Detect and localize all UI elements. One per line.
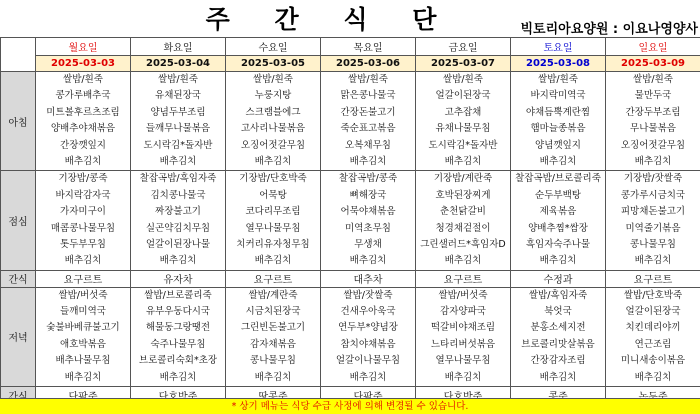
lunch-cell — [226, 171, 321, 270]
dinner-cell — [606, 287, 700, 386]
breakfast-cell — [606, 72, 700, 171]
menu-item: 유부우동다시국 — [131, 304, 225, 320]
menu-item: 들깨무나물볶음 — [131, 121, 225, 137]
date-fri: 2025-03-07 — [416, 56, 511, 72]
menu-item: 쌀밥/계란죽 — [226, 288, 320, 304]
menu-item: 배추김치 — [36, 253, 130, 269]
menu-item: 짜장불고기 — [131, 204, 225, 220]
dinner-row — [1, 287, 700, 386]
breakfast-row — [1, 72, 700, 171]
day-wed: 수요일 — [226, 38, 321, 56]
menu-item: 배추김치 — [321, 253, 415, 269]
menu-item: 어묵야채볶음 — [321, 204, 415, 220]
menu-item: 쌀밥/단호박죽 — [606, 288, 700, 304]
menu-item: 열무나물무침 — [226, 221, 320, 237]
menu-item: 치커리유자청무침 — [226, 237, 320, 253]
menu-item: 배추김치 — [36, 154, 130, 170]
menu-item: 배추김치 — [511, 154, 605, 170]
menu-item: 배추김치 — [131, 154, 225, 170]
menu-item: 양념깻잎지 — [511, 138, 605, 154]
lunch-cell — [36, 171, 131, 270]
breakfast-cell — [416, 72, 511, 171]
lunch-cell — [321, 171, 416, 270]
menu-item: 배추김치 — [321, 370, 415, 386]
menu-item: 햄마늘종볶음 — [511, 121, 605, 137]
menu-item: 쌀밥/잣쌀죽 — [321, 288, 415, 304]
menu-item: 죽순표고볶음 — [321, 121, 415, 137]
dinner-cell — [131, 287, 226, 386]
menu-item: 배추김치 — [226, 154, 320, 170]
menu-item: 시금치된장국 — [226, 304, 320, 320]
menu-item: 콩나물무침 — [226, 353, 320, 369]
date-thu: 2025-03-06 — [321, 56, 416, 72]
date-wed: 2025-03-05 — [226, 56, 321, 72]
menu-item: 배추나물무침 — [36, 353, 130, 369]
menu-item: 스크램블에그 — [226, 105, 320, 121]
menu-item: 배추김치 — [226, 370, 320, 386]
menu-item: 배추김치 — [606, 253, 700, 269]
menu-item: 배추김치 — [416, 370, 510, 386]
menu-item: 뼈해장국 — [321, 188, 415, 204]
breakfast-cell — [226, 72, 321, 171]
dinner-cell — [416, 287, 511, 386]
menu-item: 어묵탕 — [226, 188, 320, 204]
date-tue: 2025-03-04 — [131, 56, 226, 72]
menu-item: 배추김치 — [416, 154, 510, 170]
menu-item: 애호박볶음 — [36, 337, 130, 353]
menu-item: 배추김치 — [606, 370, 700, 386]
day-tue: 화요일 — [131, 38, 226, 56]
menu-item: 쌀밥/흰죽 — [131, 72, 225, 88]
menu-item: 쌀밥/흰죽 — [321, 72, 415, 88]
dinner-cell — [321, 287, 416, 386]
menu-item: 간장두부조림 — [606, 105, 700, 121]
snack1-cell: 대추차 — [321, 270, 416, 287]
menu-item: 무나물볶음 — [606, 121, 700, 137]
breakfast-cell — [511, 72, 606, 171]
menu-item: 숙주나물무침 — [131, 337, 225, 353]
menu-item: 얼갈이된장국 — [606, 304, 700, 320]
menu-item: 쌀밥/버섯죽 — [416, 288, 510, 304]
menu-item: 쌀밥/브로콜리죽 — [131, 288, 225, 304]
menu-item: 청경채겉절이 — [416, 221, 510, 237]
menu-item: 간장깻잎지 — [36, 138, 130, 154]
lunch-cell — [606, 171, 700, 270]
snack1-cell: 요구르트 — [226, 270, 321, 287]
dinner-cell — [226, 287, 321, 386]
menu-item: 톳두부무침 — [36, 237, 130, 253]
menu-item: 누룽지탕 — [226, 88, 320, 104]
menu-item: 고사리나물볶음 — [226, 121, 320, 137]
menu-item: 숯불바베큐불고기 — [36, 320, 130, 336]
menu-item: 간장감자조림 — [511, 353, 605, 369]
menu-item: 배추김치 — [511, 253, 605, 269]
breakfast-cell — [131, 72, 226, 171]
snack1-cell: 요구르트 — [606, 270, 700, 287]
menu-item: 떡갈비야채조림 — [416, 320, 510, 336]
menu-item: 실곤약김치무침 — [131, 221, 225, 237]
menu-item: 김치콩나물국 — [131, 188, 225, 204]
menu-item: 콩가루배추국 — [36, 88, 130, 104]
menu-item: 배추김치 — [606, 154, 700, 170]
menu-item: 간장돈불고기 — [321, 105, 415, 121]
menu-item: 매콤콩나물무침 — [36, 221, 130, 237]
menu-item: 쌀밥/흰죽 — [606, 72, 700, 88]
lunch-cell — [511, 171, 606, 270]
menu-item: 배추김치 — [416, 253, 510, 269]
date-row — [1, 56, 700, 72]
menu-item: 해물동그랑땡전 — [131, 320, 225, 336]
menu-item: 콩가루시금치국 — [606, 188, 700, 204]
menu-item: 미역초무침 — [321, 221, 415, 237]
menu-item: 춘천닭갈비 — [416, 204, 510, 220]
date-sat: 2025-03-08 — [511, 56, 606, 72]
menu-item: 연근조림 — [606, 337, 700, 353]
menu-item: 순두부백탕 — [511, 188, 605, 204]
menu-item: 배추김치 — [131, 370, 225, 386]
menu-item: 양배추야채볶음 — [36, 121, 130, 137]
weekly-menu-table — [0, 37, 700, 404]
menu-item: 양배추찜*쌈장 — [511, 221, 605, 237]
menu-item: 찰잡곡밥/콩죽 — [321, 171, 415, 187]
menu-item: 브로콜리맛살볶음 — [511, 337, 605, 353]
menu-item: 쌀밥/흰죽 — [511, 72, 605, 88]
menu-item: 유채나물무침 — [416, 121, 510, 137]
menu-item: 쌀밥/흰죽 — [416, 72, 510, 88]
lunch-cell — [416, 171, 511, 270]
menu-item: 기장밥/계란죽 — [416, 171, 510, 187]
dinner-cell — [36, 287, 131, 386]
menu-item: 배추김치 — [36, 370, 130, 386]
menu-item: 감자채볶음 — [226, 337, 320, 353]
day-sun: 일요일 — [606, 38, 700, 56]
menu-item: 바지락미역국 — [511, 88, 605, 104]
day-header-row — [1, 38, 700, 56]
menu-item: 감자양파국 — [416, 304, 510, 320]
menu-item: 치킨데리야끼 — [606, 320, 700, 336]
menu-item: 오징어젓갈무침 — [606, 138, 700, 154]
menu-item: 느타리버섯볶음 — [416, 337, 510, 353]
menu-item: 연두부*양념장 — [321, 320, 415, 336]
menu-item: 가자미구이 — [36, 204, 130, 220]
menu-item: 기장밥/잣쌀죽 — [606, 171, 700, 187]
date-sun: 2025-03-09 — [606, 56, 700, 72]
menu-item: 배추김치 — [511, 370, 605, 386]
menu-item: 콩나물무침 — [606, 237, 700, 253]
menu-item: 쌀밥/흰죽 — [226, 72, 320, 88]
lunch-row — [1, 171, 700, 270]
menu-item: 바지락감자국 — [36, 188, 130, 204]
menu-item: 배추김치 — [321, 154, 415, 170]
snack1-cell: 유자차 — [131, 270, 226, 287]
menu-item: 들깨미역국 — [36, 304, 130, 320]
menu-item: 맑은콩나물국 — [321, 88, 415, 104]
menu-item: 도시락김*돌자반 — [416, 138, 510, 154]
menu-item: 그린샐러드*흑임자D — [416, 237, 510, 253]
menu-item: 참치야채볶음 — [321, 337, 415, 353]
menu-item: 제육볶음 — [511, 204, 605, 220]
breakfast-label: 아침 — [1, 72, 36, 171]
day-sat: 토요일 — [511, 38, 606, 56]
footer-notice: * 상기 메뉴는 식당 수급 사정에 의해 변경될 수 있습니다. — [0, 398, 700, 414]
dinner-label: 저녁 — [1, 287, 36, 386]
lunch-label: 점심 — [1, 171, 36, 270]
menu-item: 오복채무침 — [321, 138, 415, 154]
menu-item: 찰잡곡밥/흑임자죽 — [131, 171, 225, 187]
menu-item: 미트볼후르츠조림 — [36, 105, 130, 121]
snack1-cell: 요구르트 — [36, 270, 131, 287]
menu-item: 얼갈이나물무침 — [321, 353, 415, 369]
menu-item: 코다리무조림 — [226, 204, 320, 220]
menu-item: 야채듬뿍계란찜 — [511, 105, 605, 121]
menu-item: 배추김치 — [131, 253, 225, 269]
snack1-label: 간식 — [1, 270, 36, 287]
menu-item: 쌀밥/흰죽 — [36, 72, 130, 88]
menu-item: 열무나물무침 — [416, 353, 510, 369]
menu-item: 얼갈이된장국 — [416, 88, 510, 104]
day-thu: 목요일 — [321, 38, 416, 56]
menu-item: 쌀밥/버섯죽 — [36, 288, 130, 304]
menu-item: 유채된장국 — [131, 88, 225, 104]
menu-item: 얼갈이된장나물 — [131, 237, 225, 253]
menu-item: 물만두국 — [606, 88, 700, 104]
breakfast-cell — [321, 72, 416, 171]
snack1-row — [1, 270, 700, 287]
menu-item: 그린빈돈불고기 — [226, 320, 320, 336]
corner-cell — [1, 38, 36, 72]
menu-item: 분홍소세지전 — [511, 320, 605, 336]
menu-item: 고추잡채 — [416, 105, 510, 121]
menu-item: 쌀밥/흑임자죽 — [511, 288, 605, 304]
menu-item: 건새우아욱국 — [321, 304, 415, 320]
menu-item: 미니새송이볶음 — [606, 353, 700, 369]
lunch-cell — [131, 171, 226, 270]
dinner-cell — [511, 287, 606, 386]
day-fri: 금요일 — [416, 38, 511, 56]
menu-item: 피망채돈불고기 — [606, 204, 700, 220]
breakfast-cell — [36, 72, 131, 171]
page-title: 주 간 식 단 — [200, 2, 460, 38]
menu-item: 도시락김*돌자반 — [131, 138, 225, 154]
menu-item: 기장밥/콩죽 — [36, 171, 130, 187]
menu-item: 기장밥/단호박죽 — [226, 171, 320, 187]
snack1-cell: 수정과 — [511, 270, 606, 287]
snack1-cell: 요구르트 — [416, 270, 511, 287]
menu-item: 오징어젓갈무침 — [226, 138, 320, 154]
menu-item: 호박된장찌게 — [416, 188, 510, 204]
menu-item: 흑임자숙주나물 — [511, 237, 605, 253]
date-mon: 2025-03-03 — [36, 56, 131, 72]
menu-item: 양념두부조림 — [131, 105, 225, 121]
day-mon: 월요일 — [36, 38, 131, 56]
menu-item: 찰잡곡밥/브로콜리죽 — [511, 171, 605, 187]
menu-item: 브로콜리숙회*초장 — [131, 353, 225, 369]
menu-item: 무생채 — [321, 237, 415, 253]
menu-item: 미역줄기볶음 — [606, 221, 700, 237]
organization-label: 빅토리아요양원 : 이요나영양사 — [520, 18, 698, 37]
menu-item: 북엇국 — [511, 304, 605, 320]
menu-item: 배추김치 — [226, 253, 320, 269]
